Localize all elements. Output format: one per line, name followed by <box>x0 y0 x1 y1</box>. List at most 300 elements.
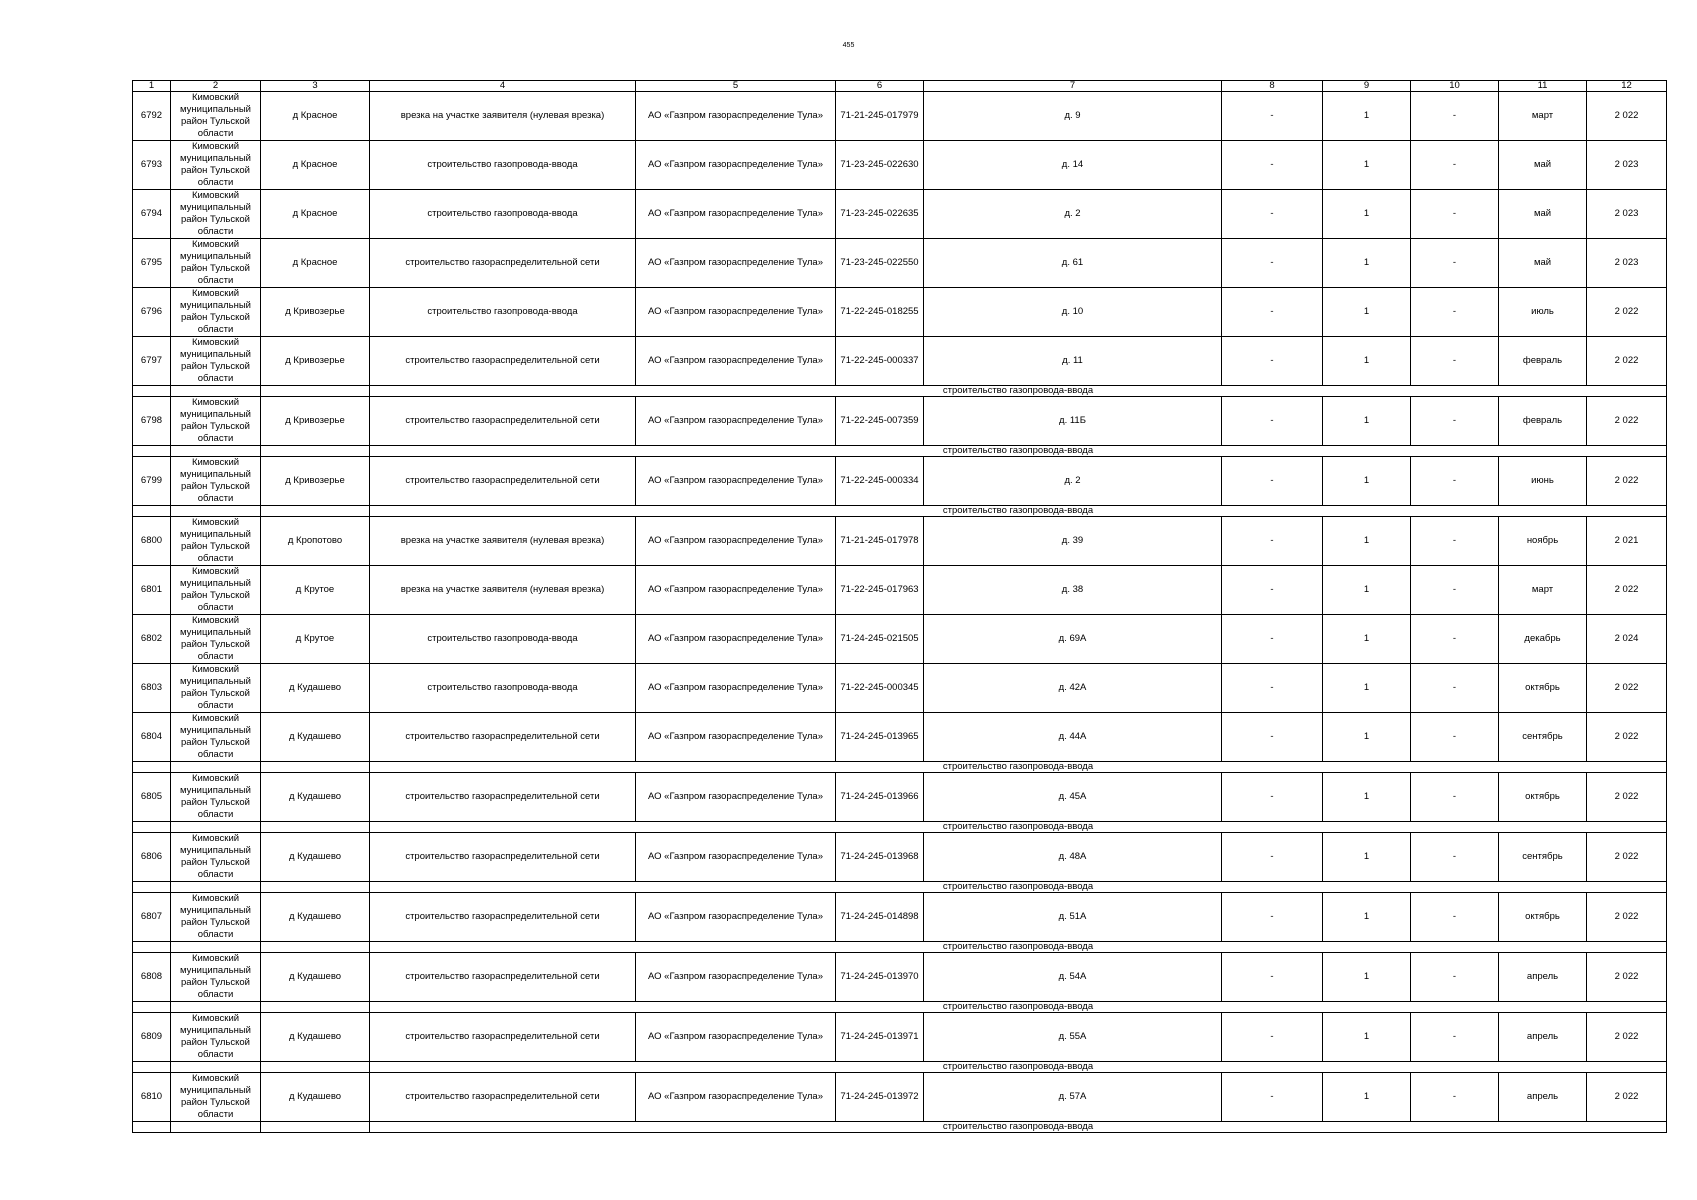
house-cell: д. 69А <box>924 615 1222 664</box>
month-cell: май <box>1499 239 1587 288</box>
empty-cell <box>261 446 370 457</box>
column-header: 9 <box>1323 81 1411 92</box>
application-code-cell: 71-22-245-007359 <box>836 397 924 446</box>
application-code-cell: 71-22-245-000337 <box>836 337 924 386</box>
column-header: 12 <box>1587 81 1667 92</box>
organization-cell: АО «Газпром газораспределение Тула» <box>636 664 836 713</box>
work-type-cell: строительство газораспределительной сети <box>370 773 636 822</box>
month-cell: февраль <box>1499 397 1587 446</box>
month-cell: сентябрь <box>1499 833 1587 882</box>
empty-cell <box>261 386 370 397</box>
column-8-cell: - <box>1222 457 1323 506</box>
register-table <box>132 80 1667 1133</box>
house-cell: д. 57А <box>924 1073 1222 1122</box>
row-number: 6806 <box>133 833 171 882</box>
sub-row <box>133 1062 1667 1073</box>
column-10-cell: - <box>1411 664 1499 713</box>
application-code-cell: 71-24-245-013972 <box>836 1073 924 1122</box>
note-cell: строительство газопровода-ввода <box>370 1122 1667 1133</box>
table-row <box>133 615 1667 664</box>
column-10-cell: - <box>1411 517 1499 566</box>
empty-cell <box>171 446 261 457</box>
work-type-cell: строительство газораспределительной сети <box>370 1013 636 1062</box>
year-cell: 2 022 <box>1587 288 1667 337</box>
settlement-cell: д Красное <box>261 141 370 190</box>
note-cell: строительство газопровода-ввода <box>370 386 1667 397</box>
column-8-cell: - <box>1222 239 1323 288</box>
year-cell: 2 022 <box>1587 773 1667 822</box>
year-cell: 2 022 <box>1587 833 1667 882</box>
column-header: 6 <box>836 81 924 92</box>
row-number: 6795 <box>133 239 171 288</box>
municipality-cell: Кимовский муниципальный район Тульской области <box>171 893 261 942</box>
column-header: 11 <box>1499 81 1587 92</box>
table-row <box>133 190 1667 239</box>
settlement-cell: д Кривозерье <box>261 457 370 506</box>
column-8-cell: - <box>1222 1073 1323 1122</box>
row-number: 6798 <box>133 397 171 446</box>
empty-cell <box>133 1002 171 1013</box>
column-9-cell: 1 <box>1323 92 1411 141</box>
column-8-cell: - <box>1222 566 1323 615</box>
settlement-cell: д Кудашево <box>261 893 370 942</box>
month-cell: июнь <box>1499 457 1587 506</box>
settlement-cell: д Красное <box>261 92 370 141</box>
row-number: 6792 <box>133 92 171 141</box>
empty-cell <box>133 882 171 893</box>
column-9-cell: 1 <box>1323 893 1411 942</box>
work-type-cell: строительство газораспределительной сети <box>370 893 636 942</box>
table-row <box>133 1073 1667 1122</box>
table-row <box>133 239 1667 288</box>
column-10-cell: - <box>1411 893 1499 942</box>
work-type-cell: строительство газораспределительной сети <box>370 713 636 762</box>
work-type-cell: врезка на участке заявителя (нулевая врезка) <box>370 517 636 566</box>
empty-cell <box>261 1062 370 1073</box>
column-header: 2 <box>171 81 261 92</box>
empty-cell <box>261 1122 370 1133</box>
table-row <box>133 773 1667 822</box>
note-cell: строительство газопровода-ввода <box>370 942 1667 953</box>
year-cell: 2 022 <box>1587 337 1667 386</box>
settlement-cell: д Крутое <box>261 566 370 615</box>
row-number: 6801 <box>133 566 171 615</box>
house-cell: д. 2 <box>924 457 1222 506</box>
empty-cell <box>171 882 261 893</box>
column-9-cell: 1 <box>1323 566 1411 615</box>
column-9-cell: 1 <box>1323 141 1411 190</box>
settlement-cell: д Кудашево <box>261 713 370 762</box>
application-code-cell: 71-22-245-000345 <box>836 664 924 713</box>
house-cell: д. 61 <box>924 239 1222 288</box>
empty-cell <box>133 1122 171 1133</box>
work-type-cell: строительство газораспределительной сети <box>370 1073 636 1122</box>
application-code-cell: 71-24-245-013965 <box>836 713 924 762</box>
sub-row <box>133 506 1667 517</box>
row-number: 6810 <box>133 1073 171 1122</box>
settlement-cell: д Кропотово <box>261 517 370 566</box>
settlement-cell: д Кудашево <box>261 953 370 1002</box>
column-8-cell: - <box>1222 92 1323 141</box>
column-header: 8 <box>1222 81 1323 92</box>
sub-row <box>133 942 1667 953</box>
organization-cell: АО «Газпром газораспределение Тула» <box>636 615 836 664</box>
month-cell: февраль <box>1499 337 1587 386</box>
year-cell: 2 022 <box>1587 397 1667 446</box>
empty-cell <box>133 506 171 517</box>
year-cell: 2 021 <box>1587 517 1667 566</box>
month-cell: май <box>1499 141 1587 190</box>
organization-cell: АО «Газпром газораспределение Тула» <box>636 1013 836 1062</box>
month-cell: ноябрь <box>1499 517 1587 566</box>
column-9-cell: 1 <box>1323 773 1411 822</box>
organization-cell: АО «Газпром газораспределение Тула» <box>636 190 836 239</box>
municipality-cell: Кимовский муниципальный район Тульской области <box>171 457 261 506</box>
sub-row <box>133 1002 1667 1013</box>
application-code-cell: 71-24-245-013971 <box>836 1013 924 1062</box>
house-cell: д. 2 <box>924 190 1222 239</box>
settlement-cell: д Крутое <box>261 615 370 664</box>
house-cell: д. 45А <box>924 773 1222 822</box>
settlement-cell: д Кудашево <box>261 1073 370 1122</box>
sub-row <box>133 446 1667 457</box>
organization-cell: АО «Газпром газораспределение Тула» <box>636 397 836 446</box>
application-code-cell: 71-22-245-017963 <box>836 566 924 615</box>
column-10-cell: - <box>1411 833 1499 882</box>
municipality-cell: Кимовский муниципальный район Тульской области <box>171 713 261 762</box>
column-8-cell: - <box>1222 713 1323 762</box>
application-code-cell: 71-22-245-018255 <box>836 288 924 337</box>
settlement-cell: д Кудашево <box>261 1013 370 1062</box>
column-header: 4 <box>370 81 636 92</box>
work-type-cell: строительство газораспределительной сети <box>370 457 636 506</box>
application-code-cell: 71-21-245-017979 <box>836 92 924 141</box>
organization-cell: АО «Газпром газораспределение Тула» <box>636 893 836 942</box>
municipality-cell: Кимовский муниципальный район Тульской области <box>171 288 261 337</box>
month-cell: октябрь <box>1499 893 1587 942</box>
municipality-cell: Кимовский муниципальный район Тульской области <box>171 566 261 615</box>
organization-cell: АО «Газпром газораспределение Тула» <box>636 713 836 762</box>
work-type-cell: строительство газопровода-ввода <box>370 615 636 664</box>
column-header: 1 <box>133 81 171 92</box>
application-code-cell: 71-24-245-013970 <box>836 953 924 1002</box>
year-cell: 2 023 <box>1587 239 1667 288</box>
empty-cell <box>261 882 370 893</box>
column-header: 10 <box>1411 81 1499 92</box>
empty-cell <box>171 1062 261 1073</box>
note-cell: строительство газопровода-ввода <box>370 882 1667 893</box>
house-cell: д. 39 <box>924 517 1222 566</box>
column-9-cell: 1 <box>1323 1013 1411 1062</box>
column-10-cell: - <box>1411 288 1499 337</box>
note-cell: строительство газопровода-ввода <box>370 1062 1667 1073</box>
empty-cell <box>133 1062 171 1073</box>
application-code-cell: 71-24-245-013968 <box>836 833 924 882</box>
column-9-cell: 1 <box>1323 833 1411 882</box>
month-cell: апрель <box>1499 1013 1587 1062</box>
column-9-cell: 1 <box>1323 713 1411 762</box>
work-type-cell: строительство газопровода-ввода <box>370 190 636 239</box>
column-9-cell: 1 <box>1323 190 1411 239</box>
column-10-cell: - <box>1411 457 1499 506</box>
row-number: 6807 <box>133 893 171 942</box>
municipality-cell: Кимовский муниципальный район Тульской области <box>171 141 261 190</box>
empty-cell <box>133 446 171 457</box>
application-code-cell: 71-24-245-013966 <box>836 773 924 822</box>
empty-cell <box>171 506 261 517</box>
municipality-cell: Кимовский муниципальный район Тульской области <box>171 190 261 239</box>
empty-cell <box>261 1002 370 1013</box>
work-type-cell: строительство газораспределительной сети <box>370 337 636 386</box>
row-number: 6809 <box>133 1013 171 1062</box>
sub-row <box>133 762 1667 773</box>
house-cell: д. 11Б <box>924 397 1222 446</box>
table-row <box>133 953 1667 1002</box>
empty-cell <box>261 506 370 517</box>
column-10-cell: - <box>1411 141 1499 190</box>
column-10-cell: - <box>1411 566 1499 615</box>
house-cell: д. 51А <box>924 893 1222 942</box>
municipality-cell: Кимовский муниципальный район Тульской области <box>171 239 261 288</box>
column-10-cell: - <box>1411 773 1499 822</box>
column-10-cell: - <box>1411 713 1499 762</box>
house-cell: д. 54А <box>924 953 1222 1002</box>
table-row <box>133 141 1667 190</box>
work-type-cell: врезка на участке заявителя (нулевая врезка) <box>370 566 636 615</box>
row-number: 6797 <box>133 337 171 386</box>
work-type-cell: строительство газопровода-ввода <box>370 141 636 190</box>
municipality-cell: Кимовский муниципальный район Тульской области <box>171 1073 261 1122</box>
settlement-cell: д Кудашево <box>261 664 370 713</box>
work-type-cell: строительство газораспределительной сети <box>370 397 636 446</box>
sub-row <box>133 822 1667 833</box>
empty-cell <box>133 762 171 773</box>
table-row <box>133 566 1667 615</box>
empty-cell <box>133 386 171 397</box>
year-cell: 2 022 <box>1587 1073 1667 1122</box>
organization-cell: АО «Газпром газораспределение Тула» <box>636 337 836 386</box>
row-number: 6800 <box>133 517 171 566</box>
month-cell: октябрь <box>1499 664 1587 713</box>
column-8-cell: - <box>1222 288 1323 337</box>
column-number-row <box>133 81 1667 92</box>
year-cell: 2 022 <box>1587 566 1667 615</box>
year-cell: 2 022 <box>1587 893 1667 942</box>
settlement-cell: д Кудашево <box>261 833 370 882</box>
organization-cell: АО «Газпром газораспределение Тула» <box>636 92 836 141</box>
column-8-cell: - <box>1222 953 1323 1002</box>
year-cell: 2 023 <box>1587 190 1667 239</box>
municipality-cell: Кимовский муниципальный район Тульской области <box>171 1013 261 1062</box>
column-header: 5 <box>636 81 836 92</box>
column-9-cell: 1 <box>1323 1073 1411 1122</box>
column-8-cell: - <box>1222 1013 1323 1062</box>
table-row <box>133 457 1667 506</box>
column-9-cell: 1 <box>1323 457 1411 506</box>
sub-row <box>133 1122 1667 1133</box>
note-cell: строительство газопровода-ввода <box>370 1002 1667 1013</box>
municipality-cell: Кимовский муниципальный район Тульской области <box>171 773 261 822</box>
note-cell: строительство газопровода-ввода <box>370 506 1667 517</box>
table-row <box>133 337 1667 386</box>
row-number: 6796 <box>133 288 171 337</box>
column-9-cell: 1 <box>1323 664 1411 713</box>
column-8-cell: - <box>1222 190 1323 239</box>
year-cell: 2 022 <box>1587 713 1667 762</box>
row-number: 6808 <box>133 953 171 1002</box>
house-cell: д. 38 <box>924 566 1222 615</box>
month-cell: октябрь <box>1499 773 1587 822</box>
column-10-cell: - <box>1411 953 1499 1002</box>
municipality-cell: Кимовский муниципальный район Тульской области <box>171 337 261 386</box>
column-8-cell: - <box>1222 773 1323 822</box>
municipality-cell: Кимовский муниципальный район Тульской области <box>171 664 261 713</box>
work-type-cell: строительство газораспределительной сети <box>370 833 636 882</box>
column-header: 7 <box>924 81 1222 92</box>
row-number: 6802 <box>133 615 171 664</box>
application-code-cell: 71-22-245-000334 <box>836 457 924 506</box>
organization-cell: АО «Газпром газораспределение Тула» <box>636 1073 836 1122</box>
year-cell: 2 023 <box>1587 141 1667 190</box>
column-8-cell: - <box>1222 337 1323 386</box>
municipality-cell: Кимовский муниципальный район Тульской области <box>171 953 261 1002</box>
note-cell: строительство газопровода-ввода <box>370 822 1667 833</box>
organization-cell: АО «Газпром газораспределение Тула» <box>636 773 836 822</box>
month-cell: декабрь <box>1499 615 1587 664</box>
column-9-cell: 1 <box>1323 288 1411 337</box>
column-9-cell: 1 <box>1323 337 1411 386</box>
year-cell: 2 022 <box>1587 953 1667 1002</box>
house-cell: д. 11 <box>924 337 1222 386</box>
application-code-cell: 71-23-245-022635 <box>836 190 924 239</box>
month-cell: март <box>1499 92 1587 141</box>
column-8-cell: - <box>1222 664 1323 713</box>
column-8-cell: - <box>1222 615 1323 664</box>
column-10-cell: - <box>1411 190 1499 239</box>
house-cell: д. 55А <box>924 1013 1222 1062</box>
work-type-cell: строительство газопровода-ввода <box>370 288 636 337</box>
empty-cell <box>171 822 261 833</box>
work-type-cell: врезка на участке заявителя (нулевая врезка) <box>370 92 636 141</box>
application-code-cell: 71-24-245-021505 <box>836 615 924 664</box>
organization-cell: АО «Газпром газораспределение Тула» <box>636 566 836 615</box>
column-10-cell: - <box>1411 397 1499 446</box>
empty-cell <box>171 386 261 397</box>
table-row <box>133 833 1667 882</box>
empty-cell <box>261 822 370 833</box>
settlement-cell: д Кудашево <box>261 773 370 822</box>
municipality-cell: Кимовский муниципальный район Тульской области <box>171 92 261 141</box>
row-number: 6799 <box>133 457 171 506</box>
column-header: 3 <box>261 81 370 92</box>
column-8-cell: - <box>1222 517 1323 566</box>
settlement-cell: д Красное <box>261 239 370 288</box>
year-cell: 2 022 <box>1587 1013 1667 1062</box>
month-cell: сентябрь <box>1499 713 1587 762</box>
work-type-cell: строительство газораспределительной сети <box>370 953 636 1002</box>
column-9-cell: 1 <box>1323 397 1411 446</box>
settlement-cell: д Кривозерье <box>261 397 370 446</box>
house-cell: д. 14 <box>924 141 1222 190</box>
house-cell: д. 44А <box>924 713 1222 762</box>
month-cell: май <box>1499 190 1587 239</box>
sub-row <box>133 386 1667 397</box>
organization-cell: АО «Газпром газораспределение Тула» <box>636 141 836 190</box>
column-8-cell: - <box>1222 893 1323 942</box>
table-row <box>133 517 1667 566</box>
column-10-cell: - <box>1411 337 1499 386</box>
column-8-cell: - <box>1222 397 1323 446</box>
municipality-cell: Кимовский муниципальный район Тульской области <box>171 615 261 664</box>
year-cell: 2 022 <box>1587 92 1667 141</box>
table-row <box>133 664 1667 713</box>
application-code-cell: 71-21-245-017978 <box>836 517 924 566</box>
row-number: 6793 <box>133 141 171 190</box>
note-cell: строительство газопровода-ввода <box>370 446 1667 457</box>
year-cell: 2 024 <box>1587 615 1667 664</box>
organization-cell: АО «Газпром газораспределение Тула» <box>636 517 836 566</box>
empty-cell <box>133 822 171 833</box>
column-10-cell: - <box>1411 1073 1499 1122</box>
application-code-cell: 71-23-245-022630 <box>836 141 924 190</box>
table-row <box>133 92 1667 141</box>
application-code-cell: 71-23-245-022550 <box>836 239 924 288</box>
settlement-cell: д Кривозерье <box>261 337 370 386</box>
column-9-cell: 1 <box>1323 239 1411 288</box>
work-type-cell: строительство газораспределительной сети <box>370 239 636 288</box>
settlement-cell: д Красное <box>261 190 370 239</box>
table-row <box>133 397 1667 446</box>
row-number: 6803 <box>133 664 171 713</box>
empty-cell <box>261 762 370 773</box>
column-8-cell: - <box>1222 833 1323 882</box>
table-row <box>133 893 1667 942</box>
municipality-cell: Кимовский муниципальный район Тульской области <box>171 517 261 566</box>
municipality-cell: Кимовский муниципальный район Тульской области <box>171 833 261 882</box>
column-10-cell: - <box>1411 92 1499 141</box>
sub-row <box>133 882 1667 893</box>
year-cell: 2 022 <box>1587 457 1667 506</box>
column-10-cell: - <box>1411 1013 1499 1062</box>
year-cell: 2 022 <box>1587 664 1667 713</box>
house-cell: д. 10 <box>924 288 1222 337</box>
row-number: 6804 <box>133 713 171 762</box>
month-cell: июль <box>1499 288 1587 337</box>
empty-cell <box>133 942 171 953</box>
municipality-cell: Кимовский муниципальный район Тульской области <box>171 397 261 446</box>
row-number: 6794 <box>133 190 171 239</box>
month-cell: апрель <box>1499 953 1587 1002</box>
organization-cell: АО «Газпром газораспределение Тула» <box>636 288 836 337</box>
month-cell: март <box>1499 566 1587 615</box>
house-cell: д. 42А <box>924 664 1222 713</box>
row-number: 6805 <box>133 773 171 822</box>
column-10-cell: - <box>1411 615 1499 664</box>
work-type-cell: строительство газопровода-ввода <box>370 664 636 713</box>
organization-cell: АО «Газпром газораспределение Тула» <box>636 833 836 882</box>
column-8-cell: - <box>1222 141 1323 190</box>
page-number: 455 <box>842 42 855 49</box>
month-cell: апрель <box>1499 1073 1587 1122</box>
settlement-cell: д Кривозерье <box>261 288 370 337</box>
table-row <box>133 1013 1667 1062</box>
organization-cell: АО «Газпром газораспределение Тула» <box>636 457 836 506</box>
empty-cell <box>171 1122 261 1133</box>
empty-cell <box>171 762 261 773</box>
application-code-cell: 71-24-245-014898 <box>836 893 924 942</box>
organization-cell: АО «Газпром газораспределение Тула» <box>636 953 836 1002</box>
house-cell: д. 48А <box>924 833 1222 882</box>
